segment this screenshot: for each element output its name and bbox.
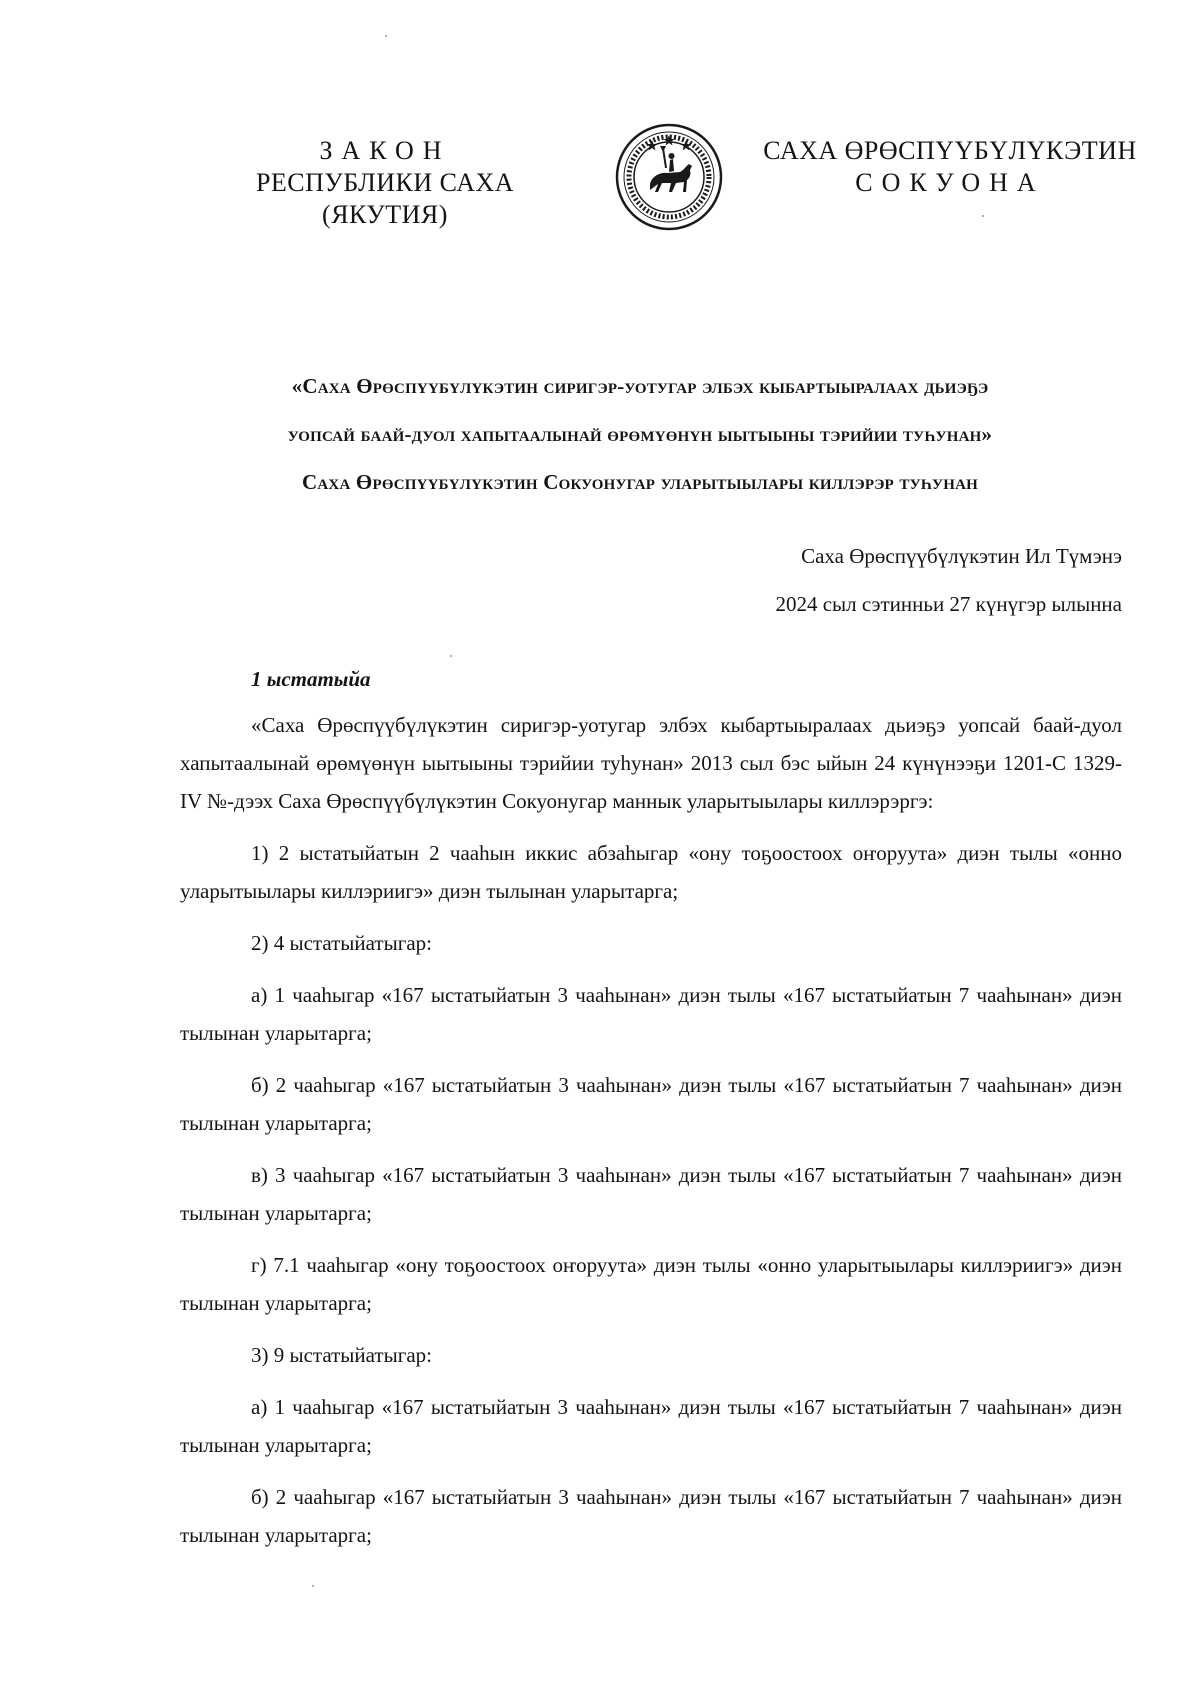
article-paragraph: 3) 9 ыстатыйатыгар: [251, 1343, 432, 1367]
article-paragraph: «Саха Өрөспүүбүлүкэтин сиригэр-уотугар элбэх кыбартыыралаах дьиэҕэ уопсай баай-дуол хапытаалынай өрөмүөнүн ыытыыны тэрийии туһунан» 2013 сыл бэс ыйын 24 күнүнээҕи 1201-С 1329-IV №-дээх Саха Өрөспүүбүлүкэтин Сокуонугар маннык уларытыылары киллэрэргэ: [180, 713, 1122, 813]
coat-of-arms-icon [614, 122, 724, 232]
adoption-block [600, 532, 1122, 628]
header-left-title: ЗАКОН [319, 136, 451, 165]
scan-speck [312, 1585, 314, 1587]
article-body [180, 660, 1122, 1568]
header-right-title: САХА ӨРӨСПҮҮБҮЛҮКЭТИН [763, 136, 1137, 165]
article-paragraph: в) 3 чааһыгар «167 ыстатыйатын 3 чааһынан» диэн тылы «167 ыстатыйатын 7 чааһынан» диэн тылынан уларытарга; [180, 1163, 1122, 1225]
article-paragraph: 2) 4 ыстатыйатыгар: [251, 931, 432, 955]
scan-speck [982, 215, 984, 217]
adoption-body: Саха Өрөспүүбүлүкэтин Ил Түмэнэ [801, 544, 1122, 568]
article-paragraph: б) 2 чааһыгар «167 ыстатыйатын 3 чааһынан» диэн тылы «167 ыстатыйатын 7 чааһынан» диэн тылынан уларытарга; [180, 1073, 1122, 1135]
law-title-line-1: «Саха Өрөспүүбүлүкэтин сиригэр-уотугар элбэх кыбартыыралаах дьиэҕэ [291, 374, 989, 398]
article-heading: 1 ыстатыйа [251, 667, 371, 691]
header-left-subtitle: РЕСПУБЛИКИ САХА (ЯКУТИЯ) [255, 168, 515, 229]
emblem-svg [614, 122, 724, 232]
scan-speck [450, 655, 452, 657]
scan-speck [385, 35, 387, 37]
law-title [160, 362, 1120, 506]
adoption-date: 2024 сыл сэтинньи 27 күнүгэр ылынна [775, 592, 1122, 616]
header-right-subtitle: СОКУОНА [855, 168, 1045, 197]
law-title-line-2: уопсай баай-дуол хапытаалынай өрөмүөнүн ыытыыны тэрийии туһунан» [287, 422, 993, 446]
article-paragraph: а) 1 чааһыгар «167 ыстатыйатын 3 чааһынан» диэн тылы «167 ыстатыйатын 7 чааһынан» диэн тылынан уларытарга; [180, 983, 1122, 1045]
article-paragraph: 1) 2 ыстатыйатын 2 чааһын иккис абзаһыгар «ону тоҕоостоох оҥоруута» диэн тылы «онно уларытыылары киллэриигэ» диэн тылынан уларытарга; [180, 841, 1122, 903]
article-paragraph: а) 1 чааһыгар «167 ыстатыйатын 3 чааһынан» диэн тылы «167 ыстатыйатын 7 чааһынан» диэн тылынан уларытарга; [180, 1395, 1122, 1457]
header-right [760, 135, 1140, 199]
article-paragraph: б) 2 чааһыгар «167 ыстатыйатын 3 чааһынан» диэн тылы «167 ыстатыйатын 7 чааһынан» диэн тылынан уларытарга; [180, 1485, 1122, 1547]
law-title-line-3: Саха Өрөспүүбүлүкэтин Сокуонугар уларытыылары киллэрэр туһунан [302, 470, 978, 494]
article-paragraph: г) 7.1 чааһыгар «ону тоҕоостоох оҥоруута» диэн тылы «онно уларытыылары киллэриигэ» диэн тылынан уларытарга; [180, 1253, 1122, 1315]
header-left [205, 135, 565, 231]
